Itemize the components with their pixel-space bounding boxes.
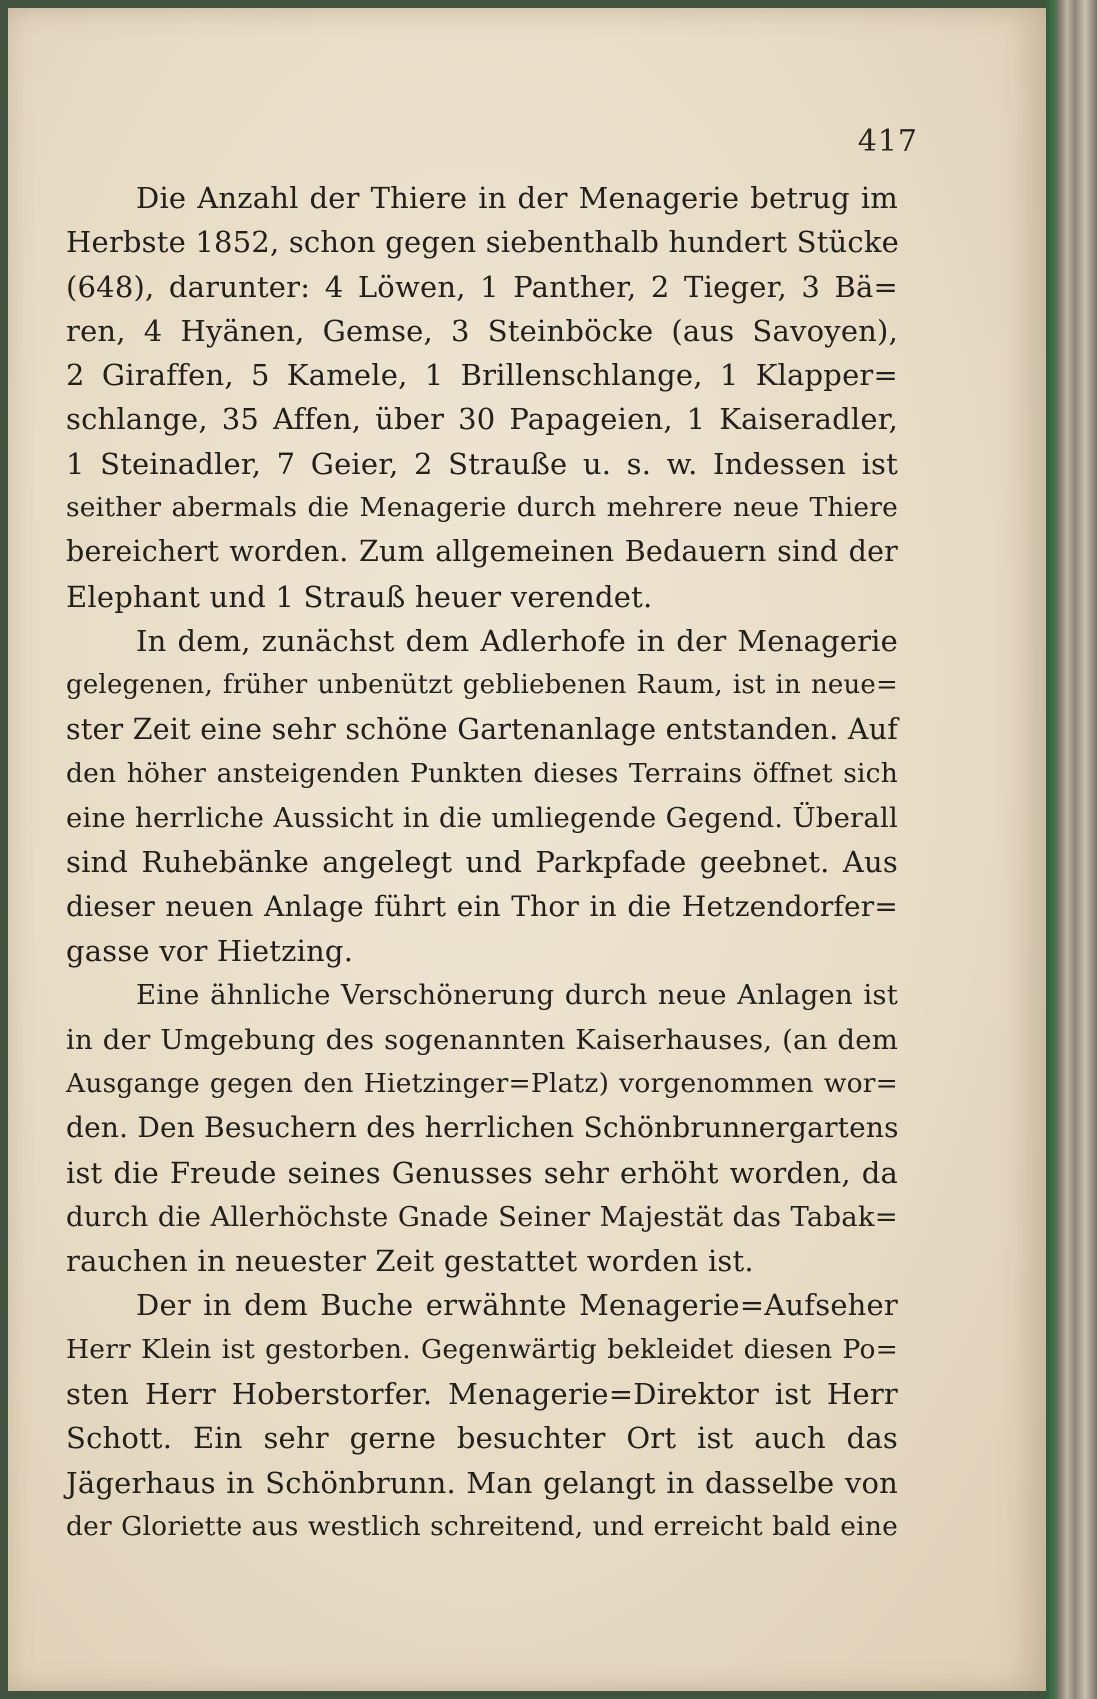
page-number: 417 (857, 124, 918, 159)
text-line: durch die Allerhöchste Gnade Seiner Majestät das Tabak= (66, 1200, 898, 1233)
text-line: Der in dem Buche erwähnte Menagerie=Aufseher (136, 1288, 898, 1323)
text-line: der Gloriette aus westlich schreitend, und erreicht bald eine (66, 1510, 898, 1542)
text-line: sind Ruhebänke angelegt und Parkpfade geebnet. Aus (66, 845, 898, 880)
text-line: rauchen in neuester Zeit gestattet worden ist. (66, 1244, 754, 1279)
text-line: ster Zeit eine sehr schöne Gartenanlage entstanden. Auf (66, 712, 898, 746)
text-line: gelegenen, früher unbenützt gebliebenen Raum, ist in neue= (66, 670, 898, 701)
text-line: 1 Steinadler, 7 Geier, 2 Strauße u. s. w. Indessen ist (66, 446, 898, 481)
text-line: gasse vor Hietzing. (66, 934, 354, 969)
text-line: (648), darunter: 4 Löwen, 1 Panther, 2 Tieger, 3 Bä= (66, 269, 898, 304)
text-line: seither abermals die Menagerie durch mehrere neue Thiere (66, 492, 898, 524)
page-block-edge (1057, 0, 1097, 1699)
body-text (66, 176, 898, 1549)
text-line: In dem, zunächst dem Adlerhofe in der Menagerie (136, 623, 898, 658)
text-line: Elephant und 1 Strauß heuer verendet. (66, 579, 653, 614)
text-line: Herbste 1852, schon gegen siebenthalb hundert Stücke (66, 225, 900, 260)
text-line: bereichert worden. Zum allgemeinen Bedauern sind der (66, 535, 898, 569)
text-line: 2 Giraffen, 5 Kamele, 1 Brillenschlange, 1 Klapper= (66, 358, 898, 393)
cover-edge (1045, 0, 1057, 1699)
text-line: in der Umgebung des sogenannten Kaiserhauses, (an dem (66, 1023, 898, 1056)
text-line: den höher ansteigenden Punkten dieses Terrains öffnet sich (66, 757, 898, 789)
text-line: Jägerhaus in Schönbrunn. Man gelangt in dasselbe von (66, 1465, 898, 1500)
text-line: Ausgange gegen den Hietzinger=Platz) vorgenommen wor= (66, 1067, 898, 1099)
text-line: Eine ähnliche Verschönerung durch neue Anlagen ist (136, 979, 898, 1012)
text-line: sten Herr Hoberstorfer. Menagerie=Direktor ist Herr (66, 1377, 898, 1412)
text-line: eine herrliche Aussicht in die umliegende Gegend. Überall (66, 802, 898, 835)
text-line: schlange, 35 Affen, über 30 Papageien, 1 Kaiseradler, (66, 402, 898, 437)
text-line: Herr Klein ist gestorben. Gegenwärtig bekleidet diesen Po= (66, 1333, 898, 1365)
text-line: Schott. Ein sehr gerne besuchter Ort ist auch das (66, 1421, 898, 1456)
text-line: dieser neuen Anlage führt ein Thor in die Hetzendorfer= (66, 889, 898, 923)
paper-page (8, 8, 1046, 1691)
text-line: den. Den Besuchern des herrlichen Schönbrunnergartens (66, 1111, 899, 1145)
text-line: Die Anzahl der Thiere in der Menagerie betrug im (136, 181, 898, 215)
text-line: ren, 4 Hyänen, Gemse, 3 Steinböcke (aus Savoyen), (66, 313, 898, 348)
text-line: ist die Freude seines Genusses sehr erhöht worden, da (66, 1155, 898, 1190)
